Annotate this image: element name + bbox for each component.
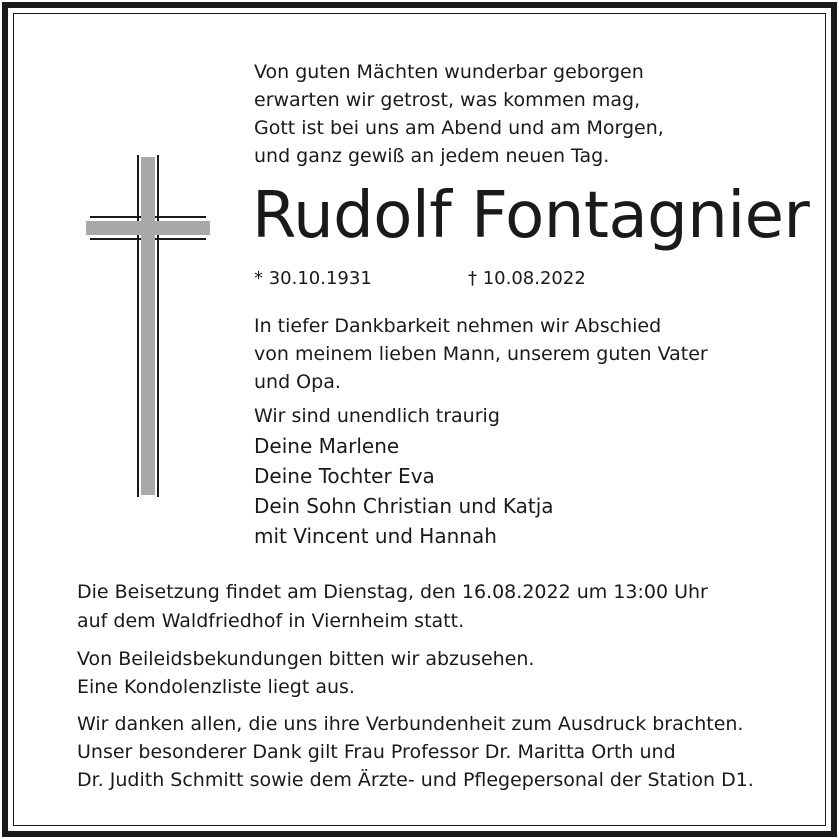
funeral-info-line: Die Beisetzung findet am Dienstag, den 16.08.2022 um 13:00 Uhr: [77, 581, 708, 603]
farewell-line: und Opa.: [254, 371, 341, 393]
poem-line: Gott ist bei uns am Abend und am Morgen,: [254, 117, 664, 139]
birth-date: * 30.10.1931: [254, 268, 372, 289]
poem-line: erwarten wir getrost, was kommen mag,: [254, 89, 641, 111]
condolence-note: Von Beileidsbekundungen bitten wir abzusehen.: [77, 648, 535, 670]
death-date: † 10.08.2022: [468, 268, 586, 289]
funeral-info-line: auf dem Waldfriedhof in Viernheim statt.: [77, 610, 465, 632]
cross-icon: [84, 155, 212, 497]
deceased-name: Rudolf Fontagnier: [252, 179, 810, 253]
farewell-line: In tiefer Dankbarkeit nehmen wir Abschied: [254, 315, 662, 337]
mourners-intro: Wir sind unendlich traurig: [254, 405, 500, 427]
poem-line: und ganz gewiß an jedem neuen Tag.: [254, 145, 610, 167]
mourner-name: mit Vincent und Hannah: [254, 524, 497, 548]
gratitude-line: Dr. Judith Schmitt sowie dem Ärzte- und Pflegepersonal der Station D1.: [77, 769, 754, 791]
condolence-note: Eine Kondolenzliste liegt aus.: [77, 676, 355, 698]
gratitude-line: Wir danken allen, die uns ihre Verbundenheit zum Ausdruck brachten.: [77, 713, 744, 735]
gratitude-line: Unser besonderer Dank gilt Frau Professor Dr. Maritta Orth und: [77, 741, 676, 763]
mourner-name: Deine Tochter Eva: [254, 464, 435, 488]
mourner-name: Dein Sohn Christian und Katja: [254, 494, 554, 518]
mourner-name: Deine Marlene: [254, 434, 400, 458]
farewell-line: von meinem lieben Mann, unserem guten Vater: [254, 343, 708, 365]
poem-line: Von guten Mächten wunderbar geborgen: [254, 61, 644, 83]
